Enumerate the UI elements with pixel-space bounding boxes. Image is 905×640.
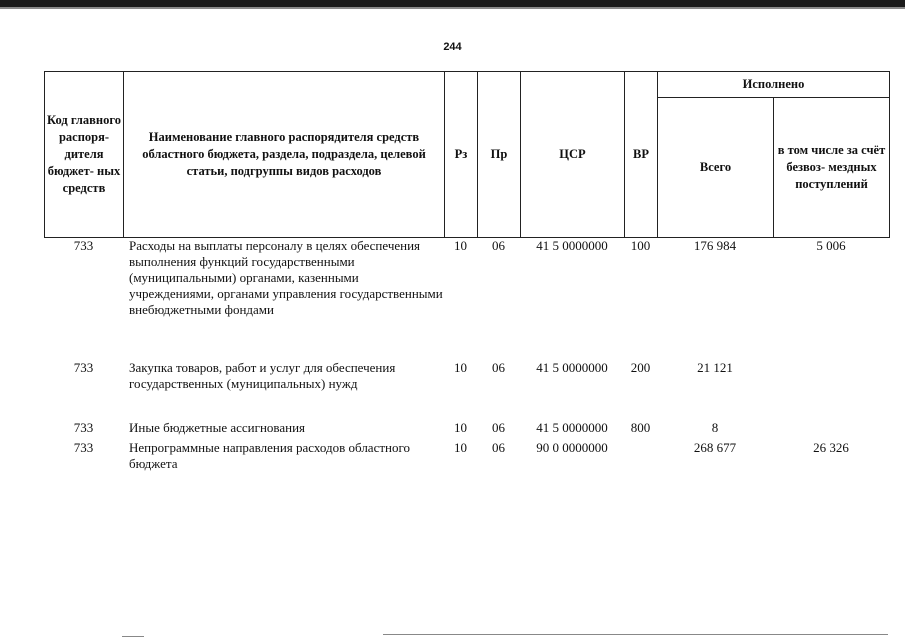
cell-vr: 800	[630, 420, 651, 435]
cell-name: Расходы на выплаты персоналу в целях обеспечения выполнения функций государственными (муниципальными) органами, казенными учреждениями, органами управления государственными внебюджетными фондами	[129, 238, 443, 317]
cell-pr: 06	[492, 440, 505, 455]
header-pr: Пр	[478, 72, 521, 238]
table-header	[44, 71, 890, 238]
cell-rz: 10	[454, 238, 467, 253]
scan-top-border-shadow	[0, 7, 905, 9]
cell-code: 733	[73, 238, 94, 253]
page-number: 244	[443, 41, 462, 53]
cell-name: Иные бюджетные ассигнования	[129, 420, 306, 435]
cell-total: 176 984	[693, 238, 737, 253]
cell-total: 268 677	[693, 440, 737, 455]
header-total: Всего	[658, 98, 774, 238]
table-row	[44, 360, 889, 420]
cell-code: 733	[73, 420, 94, 435]
scan-bottom-line	[383, 634, 888, 635]
scan-top-border	[0, 0, 905, 7]
table-row	[44, 420, 889, 440]
cell-csr: 41 5 0000000	[536, 238, 608, 253]
cell-csr: 41 5 0000000	[536, 360, 608, 375]
header-incl: в том числе за счёт безвоз- мездных поступлений	[774, 98, 890, 238]
cell-pr: 06	[492, 420, 505, 435]
cell-incl	[773, 420, 889, 440]
cell-pr: 06	[492, 360, 505, 375]
header-code: Код главного распоря- дителя бюджет- ных средств	[45, 72, 124, 238]
cell-total: 8	[711, 420, 719, 435]
cell-incl: 26 326	[813, 440, 849, 455]
cell-code: 733	[73, 360, 94, 375]
cell-rz: 10	[454, 420, 467, 435]
cell-csr: 41 5 0000000	[536, 420, 608, 435]
header-vr: ВР	[625, 72, 658, 238]
header-name: Наименование главного распорядителя средств областного бюджета, раздела, подраздела, целевой статьи, подгруппы видов расходов	[124, 72, 445, 238]
cell-incl	[773, 360, 889, 420]
table-body	[44, 238, 889, 480]
table-row	[44, 238, 889, 360]
header-csr: ЦСР	[521, 72, 625, 238]
scan-bottom-mark	[122, 636, 144, 637]
cell-incl: 5 006	[816, 238, 846, 253]
header-rz: Рз	[445, 72, 478, 238]
header-executed: Исполнено	[658, 72, 890, 98]
cell-vr: 100	[630, 238, 651, 253]
cell-rz: 10	[454, 360, 467, 375]
cell-vr: 200	[630, 360, 651, 375]
cell-csr: 90 0 0000000	[536, 440, 608, 455]
cell-code: 733	[73, 440, 94, 455]
cell-name: Закупка товаров, работ и услуг для обеспечения государственных (муниципальных) нужд	[129, 360, 396, 391]
cell-pr: 06	[492, 238, 505, 253]
cell-total: 21 121	[697, 360, 733, 375]
cell-rz: 10	[454, 440, 467, 455]
cell-name: Непрограммные направления расходов областного бюджета	[129, 440, 410, 471]
cell-vr	[624, 440, 657, 480]
table-row	[44, 440, 889, 480]
